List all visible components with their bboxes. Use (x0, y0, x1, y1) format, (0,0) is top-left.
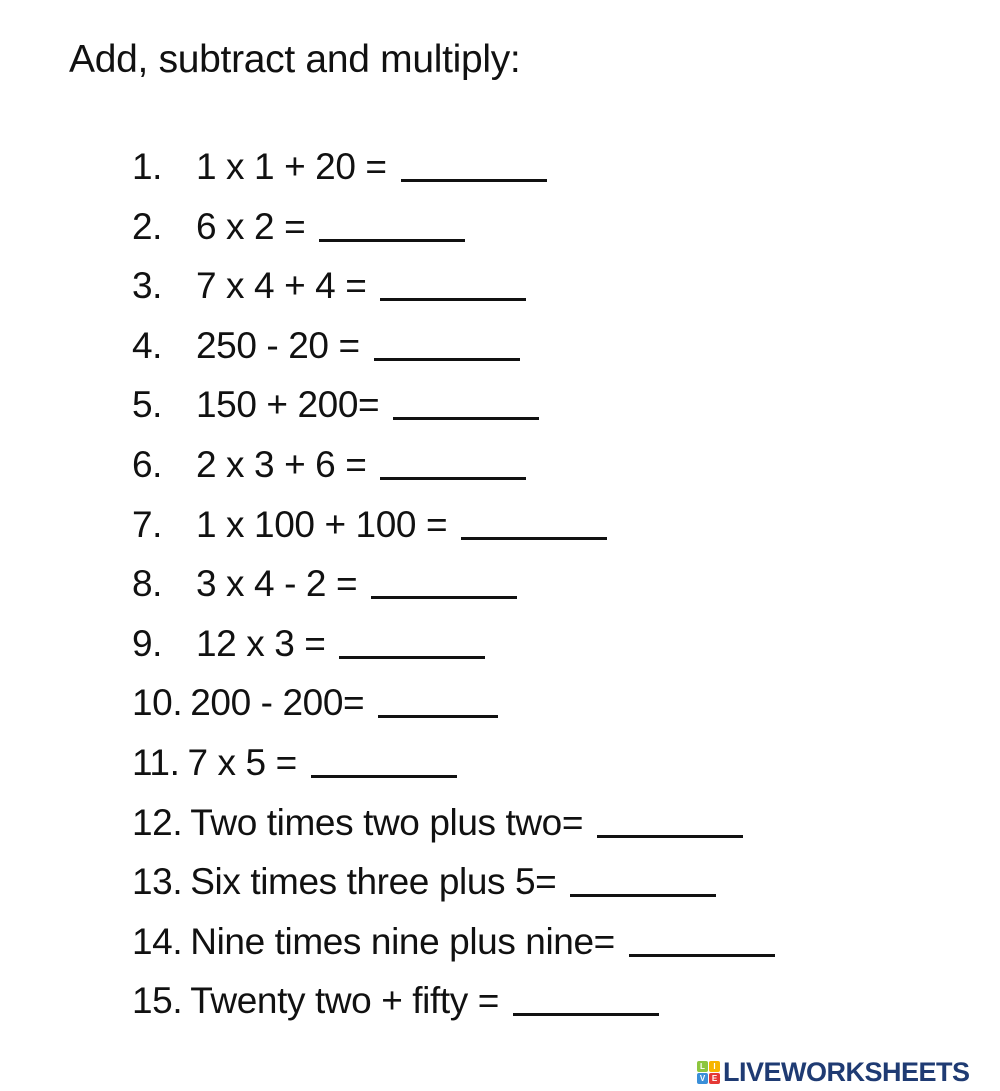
question-text: 150 + 200= (196, 384, 380, 426)
question-text: Six times three plus 5= (190, 861, 557, 903)
logo-tile: L (697, 1061, 708, 1072)
answer-blank[interactable] (461, 535, 607, 540)
question-text: 200 - 200= (190, 682, 365, 724)
answer-blank[interactable] (339, 654, 485, 659)
question-text: 1 x 100 + 100 = (196, 503, 448, 545)
answer-blank[interactable] (374, 356, 520, 361)
question-number: 14. (132, 920, 183, 962)
question-number: 5. (132, 384, 163, 426)
question-number: 2. (132, 205, 163, 247)
question-item (132, 742, 775, 802)
question-text: 1 x 1 + 20 = (196, 146, 387, 187)
worksheet-title: Add, subtract and multiply: (69, 38, 521, 81)
answer-blank[interactable] (570, 892, 716, 897)
question-item (132, 504, 775, 564)
question-text: 6 x 2 = (196, 205, 306, 247)
question-text: Two times two plus two= (190, 801, 584, 843)
logo-tile: V (697, 1073, 708, 1084)
question-number: 7. (132, 503, 163, 545)
question-item (132, 444, 775, 504)
question-item (132, 861, 775, 921)
question-text: 3 x 4 - 2 = (196, 563, 358, 605)
answer-blank[interactable] (393, 415, 539, 420)
answer-blank[interactable] (380, 475, 526, 480)
question-item (132, 563, 775, 623)
question-number: 1. (132, 146, 163, 187)
question-number: 3. (132, 265, 163, 307)
answer-blank[interactable] (513, 1011, 659, 1016)
logo-tile: E (709, 1073, 720, 1084)
question-number: 6. (132, 443, 163, 485)
question-item (132, 325, 775, 385)
question-text: Nine times nine plus nine= (190, 920, 615, 962)
question-number: 12. (132, 801, 183, 843)
answer-blank[interactable] (380, 296, 526, 301)
question-number: 11. (132, 741, 180, 783)
question-text: 12 x 3 = (196, 622, 326, 664)
question-item (132, 146, 775, 206)
answer-blank[interactable] (401, 177, 547, 182)
question-item (132, 623, 775, 683)
answer-blank[interactable] (311, 773, 457, 778)
question-item (132, 384, 775, 444)
question-number: 8. (132, 563, 163, 605)
question-item (132, 265, 775, 325)
question-number: 15. (132, 980, 183, 1022)
answer-blank[interactable] (629, 952, 775, 957)
brand-name: LIVEWORKSHEETS (723, 1057, 970, 1087)
question-text: 250 - 20 = (196, 324, 360, 366)
question-item (132, 980, 775, 1040)
question-item (132, 802, 775, 862)
question-number: 9. (132, 622, 163, 664)
answer-blank[interactable] (378, 713, 498, 718)
question-text: 7 x 4 + 4 = (196, 265, 367, 307)
question-list (132, 146, 775, 1040)
question-text: Twenty two + fifty = (190, 980, 499, 1022)
logo-tile: I (709, 1061, 720, 1072)
liveworksheets-logo (697, 1057, 970, 1088)
question-item (132, 921, 775, 981)
answer-blank[interactable] (597, 833, 743, 838)
question-text: 2 x 3 + 6 = (196, 443, 367, 485)
answer-blank[interactable] (319, 237, 465, 242)
question-text: 7 x 5 = (187, 741, 297, 783)
answer-blank[interactable] (371, 594, 517, 599)
question-number: 4. (132, 324, 163, 366)
question-item (132, 682, 775, 742)
question-number: 13. (132, 861, 183, 903)
question-item (132, 206, 775, 266)
question-number: 10. (132, 682, 183, 724)
live-tiles-icon (697, 1061, 720, 1084)
